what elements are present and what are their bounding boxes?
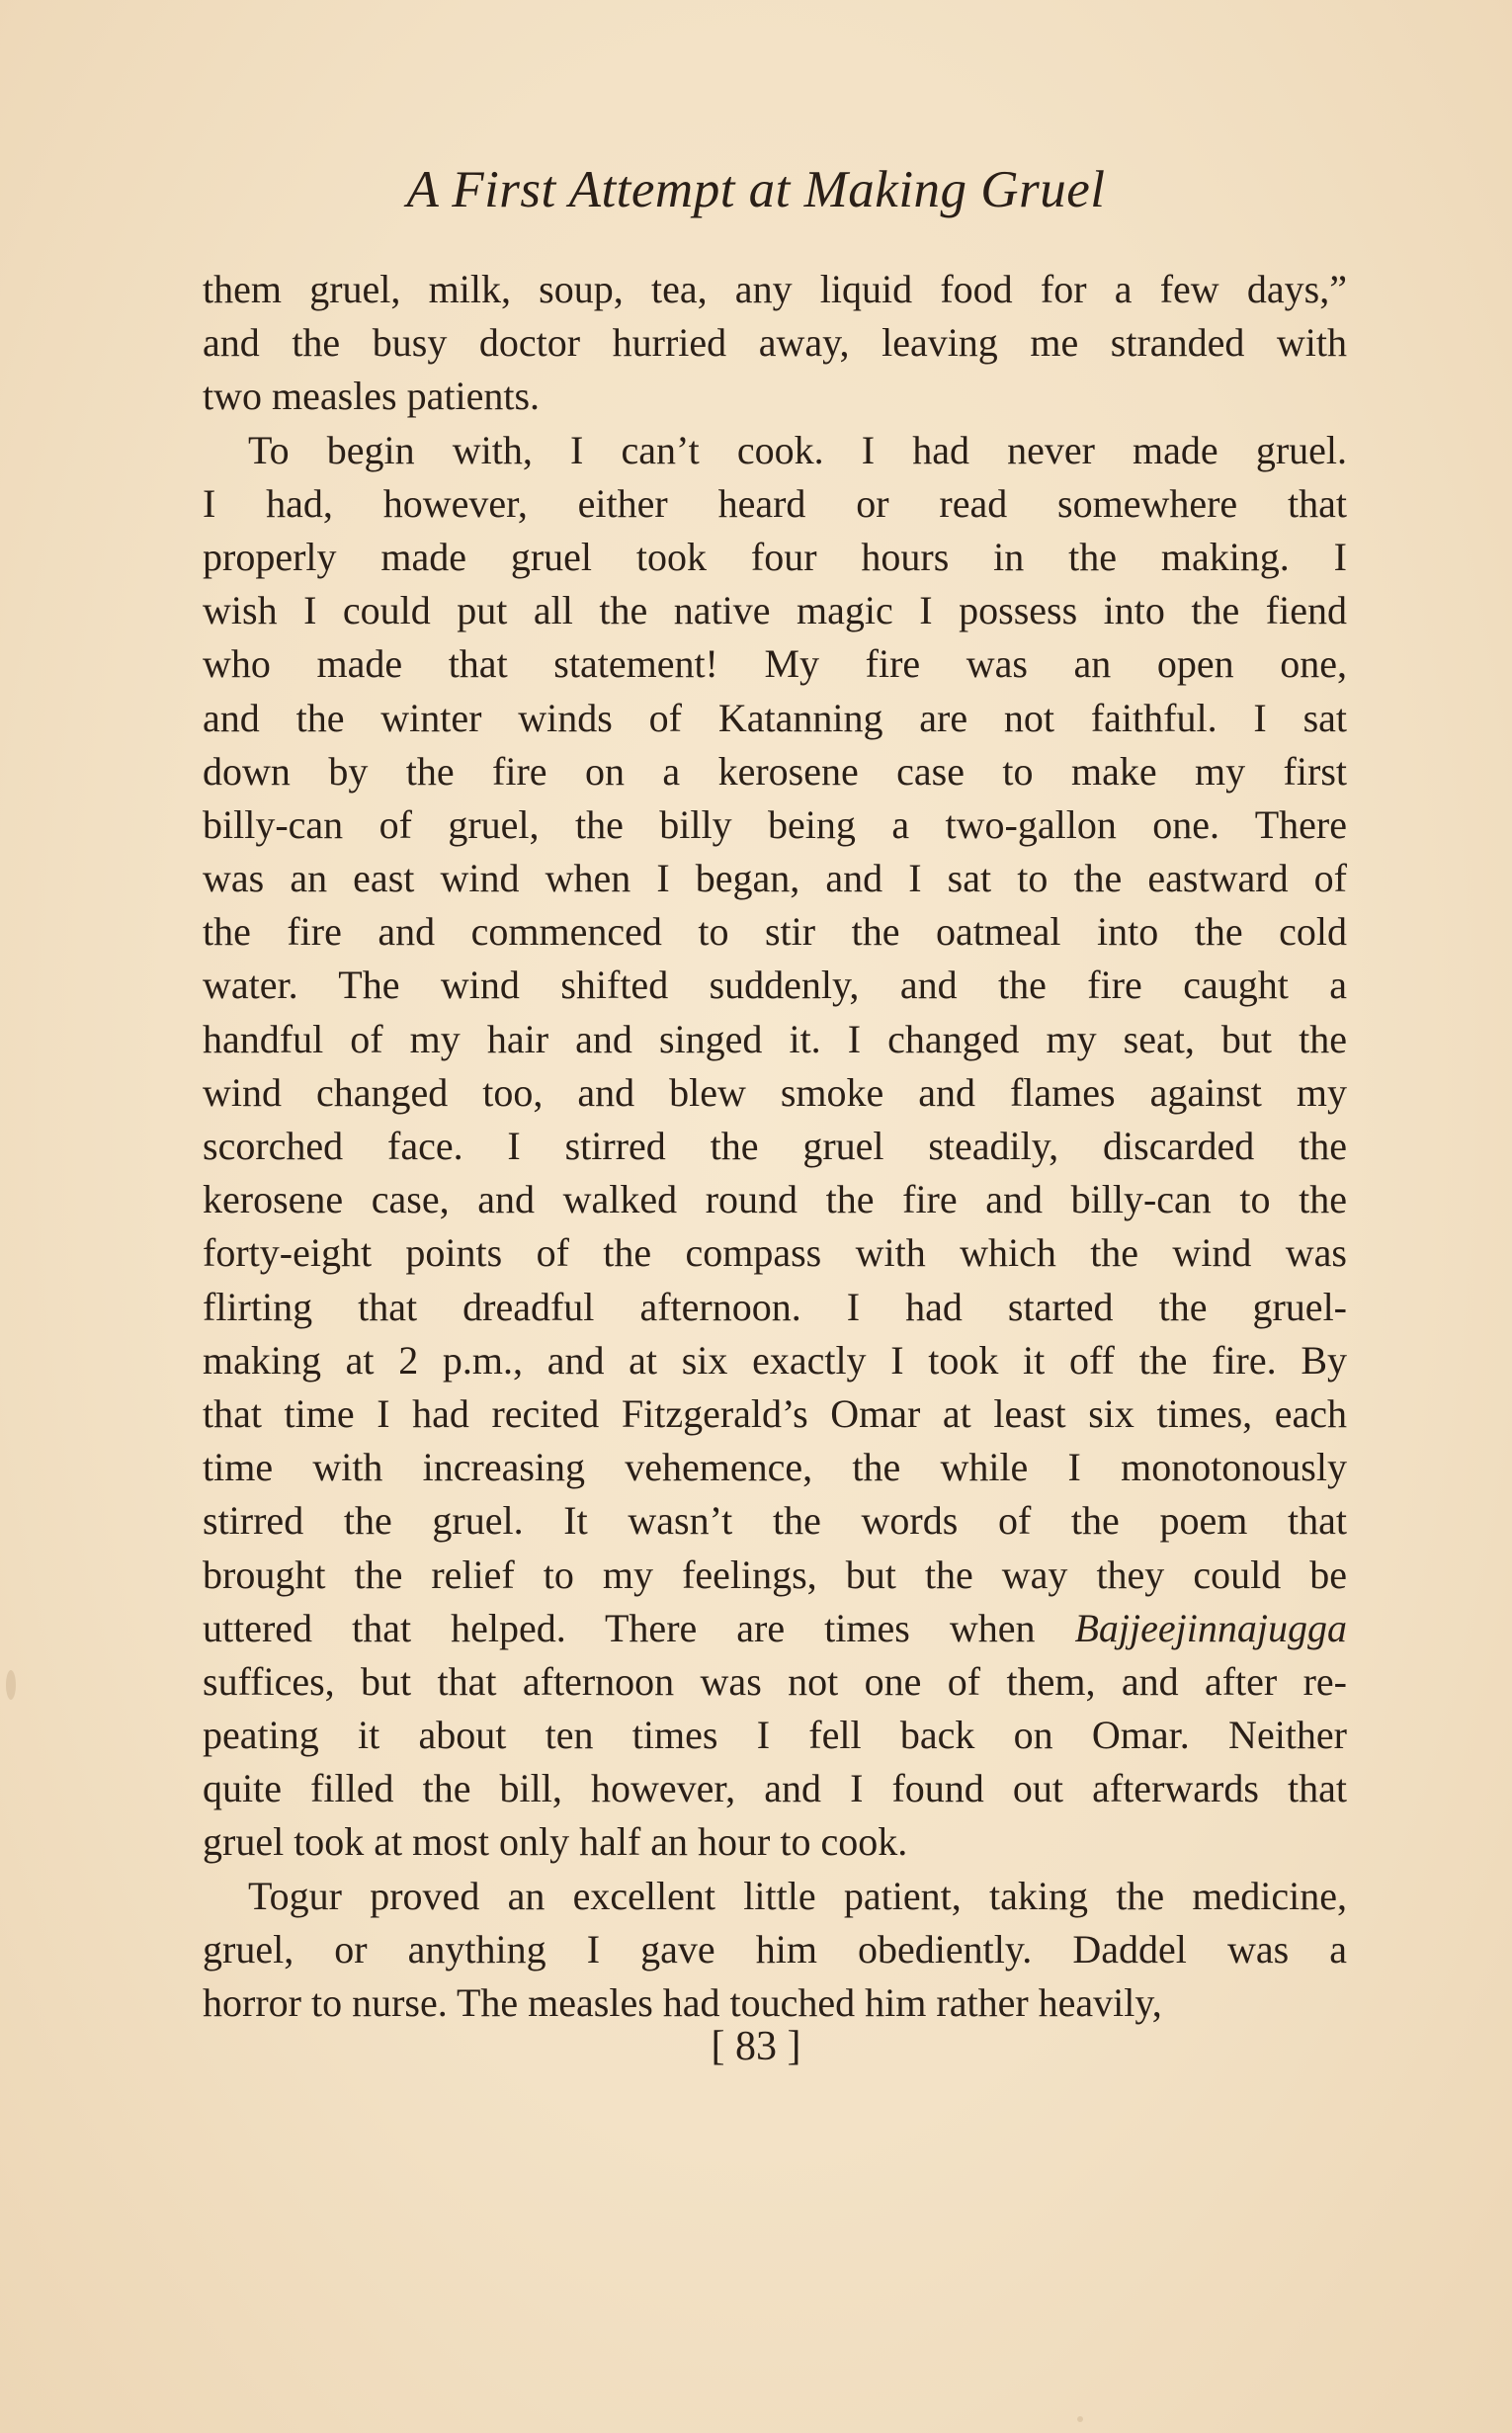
text-line: quite filled the bill, however, and I found out afterwards that [203,1766,1347,1811]
text-line: was an east wind when I began, and I sat to the eastward of [203,856,1347,901]
page-number: [ 83 ] [711,2024,801,2069]
text-line: billy-can of gruel, the billy being a two-gallon one. There [203,801,1347,847]
text-line: gruel took at most only half an hour to cook. [203,1819,908,1865]
paragraph [203,263,1347,424]
text-line: that time I had recited Fitzgerald’s Omar at least six times, each [203,1390,1347,1436]
text-line: scorched face. I stirred the gruel steadily, discarded the [203,1124,1347,1168]
text-line: peating it about ten times I fell back on Omar. Neither [203,1713,1347,1758]
text-line: kerosene case, and walked round the fire and billy-can to the [203,1177,1347,1222]
text-line: stirred the gruel. It wasn’t the words of the poem that [203,1498,1347,1544]
text-line: wind changed too, and blew smoke and flames against my [203,1069,1347,1115]
text-line: I had, however, either heard or read somewhere that [203,480,1347,526]
text-line: Togur proved an excellent little patient, taking the medicine, [248,1873,1347,1918]
text-line: gruel, or anything I gave him obediently. Daddel was a [203,1926,1347,1972]
text-line: making at 2 p.m., and at six exactly I took it off the fire. By [203,1337,1347,1383]
text-line: horror to nurse. The measles had touched him rather heavily, [203,1980,1162,2025]
text-line: brought the relief to my feelings, but the way they could be [203,1552,1347,1597]
text-line: water. The wind shifted suddenly, and the fire caught a [203,963,1347,1008]
text-line: handful of my hair and singed it. I changed my seat, but the [203,1016,1347,1061]
text-line: wish I could put all the native magic I possess into the fiend [203,588,1347,633]
text-line: properly made gruel took four hours in the making. I [203,534,1347,579]
text-line: down by the fire on a kerosene case to make my first [203,748,1347,794]
text-line: forty-eight points of the compass with which the wind was [203,1230,1347,1276]
paper-spot [1077,2416,1083,2422]
paper-spot [6,1670,16,1700]
paragraph [203,1870,1347,2031]
text-line: suffices, but that afternoon was not one of them, and after re- [203,1658,1347,1704]
text-line: the fire and commenced to stir the oatmeal into the cold [203,909,1347,955]
text-line: and the busy doctor hurried away, leaving me stranded with [203,320,1347,366]
text-line: flirting that dreadful afternoon. I had started the gruel- [203,1284,1347,1329]
running-head: A First Attempt at Making Gruel [406,161,1106,218]
text-line: two measles patients. [203,374,541,419]
text-line: uttered that helped. There are times when Bajjeejinnajugga [203,1605,1347,1650]
text-line: To begin with, I can’t cook. I had never made gruel. [248,427,1347,472]
italic-word: Bajjeejinnajugga [1074,1605,1347,1650]
text-line: who made that statement! My fire was an open one, [203,641,1347,687]
body-text [203,263,1347,2030]
text-line: them gruel, milk, soup, tea, any liquid food for a few days,” [203,267,1347,311]
paragraph [203,424,1347,1870]
text-line: time with increasing vehemence, the while I monotonously [203,1445,1347,1490]
text-line: and the winter winds of Katanning are not faithful. I sat [203,695,1347,740]
